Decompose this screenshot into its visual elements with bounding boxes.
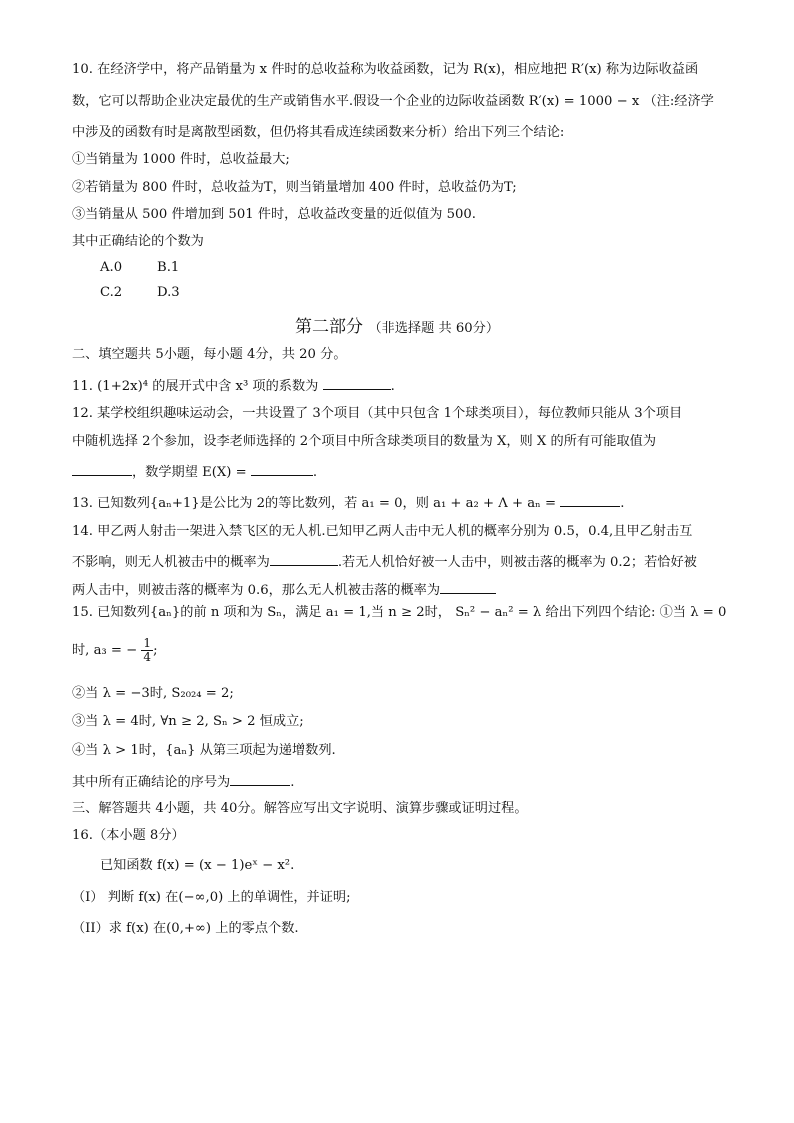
q14-hit-blank[interactable] xyxy=(270,552,338,566)
q14-line-2 xyxy=(72,552,697,572)
q10-choice-b: B.1 xyxy=(157,260,180,275)
q15-line-2 xyxy=(72,636,158,666)
q10-line-2: 数，它可以帮助企业决定最优的生产或销售水平.假设一个企业的边际收益函数 R′(x) = 1000 − x （注:经济学 xyxy=(72,94,714,109)
q10-line-1: 10. 在经济学中，将产品销量为 x 件时的总收益称为收益函数，记为 R(x)，相应地把 R′(x) 称为边际收益函 xyxy=(72,62,699,77)
q16-heading: 16.（本小题 8分） xyxy=(72,828,185,843)
q13-text: 13. 已知数列{aₙ+1}是公比为 2的等比数列，若 a₁ = 0，则 a₁ + a₂ + Λ + aₙ = xyxy=(72,496,557,511)
q14-line-2-start: 不影响，则无人机被击中的概率为 xyxy=(72,555,270,570)
q14-line-2-end: .若无人机恰好被一人击中，则被击落的概率为 0.2；若恰好被 xyxy=(337,555,697,570)
question-11 xyxy=(72,376,395,396)
q12-line-1: 12. 某学校组织趣味运动会，一共设置了 3个项目（其中只包含 1个球类项目），每位教师只能从 3个项目 xyxy=(72,406,683,421)
q12-values-blank[interactable] xyxy=(72,462,132,476)
q15-conclusion-3: ③当 λ = 4时, ∀n ≥ 2, Sₙ > 2 恒成立; xyxy=(72,714,304,729)
q12-end: . xyxy=(312,465,318,480)
section-three-heading: 三、解答题共 4小题，共 40分。解答应写出文字说明、演算步骤或证明过程。 xyxy=(72,801,528,816)
q12-expectation-text: ，数学期望 E(X) = xyxy=(132,465,247,480)
q15-line-2-end: ; xyxy=(153,643,158,658)
q10-statement-2: ②若销量为 800 件时，总收益为T，则当销量增加 400 件时，总收益仍为T; xyxy=(72,180,517,195)
q10-question: 其中正确结论的个数为 xyxy=(72,234,204,249)
q10-choice-d: D.3 xyxy=(157,285,180,300)
q16-part-2: （II）求 f(x) 在(0,+∞) 上的零点个数. xyxy=(72,921,299,936)
q11-answer-blank[interactable] xyxy=(323,376,391,390)
q15-ask-text: 其中所有正确结论的序号为 xyxy=(72,775,231,790)
q10-line-3: 中涉及的函数有时是离散型函数，但仍将其看成连续函数来分析）给出下列三个结论: xyxy=(72,125,565,140)
q14-line-3 xyxy=(72,580,496,600)
section-two-heading: 二、填空题共 5小题，每小题 4分，共 20 分。 xyxy=(72,347,347,362)
q10-statement-3: ③当销量从 500 件增加到 501 件时，总收益改变量的近似值为 500. xyxy=(72,207,476,222)
q12-line-2: 中随机选择 2个参加，设李老师选择的 2个项目中所含球类项目的数量为 X，则 X 的所有可能取值为 xyxy=(72,434,657,449)
q15-line-2-start: 时, a₃ = − xyxy=(72,643,138,658)
q15-end: . xyxy=(290,775,295,790)
part-two-title xyxy=(0,312,794,337)
q12-line-3 xyxy=(72,462,317,482)
question-13 xyxy=(72,493,624,513)
q12-expectation-blank[interactable] xyxy=(251,462,313,476)
fraction-denominator: 4 xyxy=(143,650,152,664)
q13-end: . xyxy=(620,496,625,511)
q11-end: . xyxy=(390,379,395,394)
q14-line-1: 14. 甲乙两人射击一架进入禁飞区的无人机.已知甲乙两人击中无人机的概率分别为 0.5，0.4,且甲乙射击互 xyxy=(72,524,693,539)
q14-line-3-text: 两人击中，则被击落的概率为 0.6，那么无人机被击落的概率为 xyxy=(72,583,441,598)
q15-line-1: 15. 已知数列{aₙ}的前 n 项和为 Sₙ，满足 a₁ = 1,当 n ≥ 2时， Sₙ² − aₙ² = λ 给出下列四个结论: ①当 λ = 0 xyxy=(72,605,727,620)
q11-text: 11. (1+2x)⁴ 的展开式中含 x³ 项的系数为 xyxy=(72,379,319,394)
q10-statement-1: ①当销量为 1000 件时，总收益最大; xyxy=(72,152,290,167)
q10-choice-a: A.0 xyxy=(100,260,123,275)
q15-answer-blank[interactable] xyxy=(230,772,290,786)
fraction-one-quarter xyxy=(141,637,153,664)
q15-question xyxy=(72,772,294,792)
q15-conclusion-2: ②当 λ = −3时, S₂₀₂₄ = 2; xyxy=(72,686,234,701)
q15-conclusion-4: ④当 λ > 1时，{aₙ} 从第三项起为递增数列. xyxy=(72,743,336,758)
fraction-numerator: 1 xyxy=(143,636,152,650)
q16-given: 已知函数 f(x) = (x − 1)eˣ − x². xyxy=(100,858,295,873)
part-two-heading: 第二部分 xyxy=(294,317,363,337)
part-two-subtitle: （非选择题 共 60分） xyxy=(368,321,500,336)
q16-part-1: （I） 判断 f(x) 在(−∞,0) 上的单调性，并证明; xyxy=(72,890,351,905)
q10-choice-c: C.2 xyxy=(100,285,123,300)
q13-answer-blank[interactable] xyxy=(560,493,620,507)
q14-shot-down-blank[interactable] xyxy=(440,580,496,594)
